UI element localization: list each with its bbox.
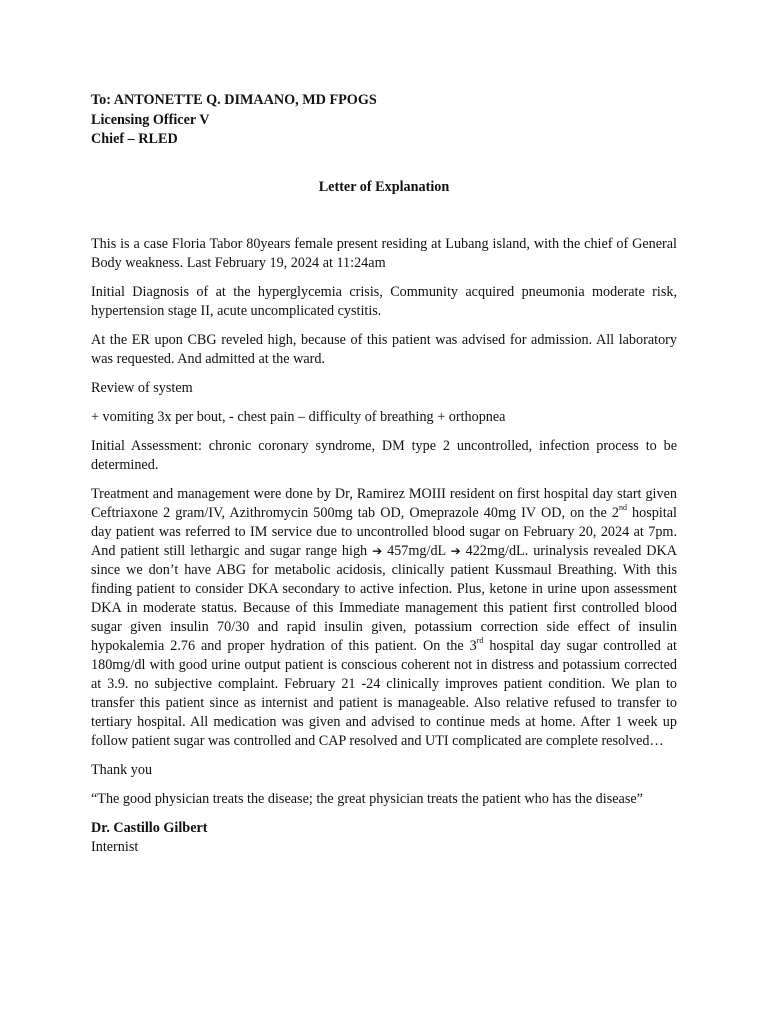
letter-title: Letter of Explanation — [318, 178, 450, 195]
letter-content — [91, 91, 677, 857]
ordinal-superscript: nd — [618, 502, 627, 512]
recipient-block — [91, 91, 677, 150]
signer-title: Internist — [91, 838, 139, 855]
diagnosis-paragraph: Initial Diagnosis of at the hyperglycemia crisis, Community acquired pneumonia moderate risk, hypertension stage II, acute uncomplicated cystitis. — [91, 283, 677, 319]
recipient-position: Licensing Officer V — [91, 111, 210, 128]
review-findings: + vomiting 3x per bout, - chest pain – difficulty of breathing + orthopnea — [91, 408, 506, 425]
treatment-text-3: 457mg/dL — [382, 542, 451, 559]
treatment-text-4: 422mg/dL. urinalysis revealed DKA since we don’t have ABG for metabolic acidosis, clinically patient Kussmaul Breathing. With this finding patient to consider DKA secondary to active infection. Plus, ketone in urine upon assessment DKA in moderate status. Because of this Immediate management this patient first controlled blood sugar given insulin 70/30 and rapid insulin given, potassium correction side effect of insulin hypokalemia 2.76 and proper hydration of this patient. On the 3 — [91, 542, 677, 654]
er-paragraph: At the ER upon CBG reveled high, because of this patient was advised for admission. All laboratory was requested. And admitted at the ward. — [91, 331, 677, 367]
case-paragraph: This is a case Floria Tabor 80years female present residing at Lubang island, with the chief of General Body weakness. Last February 19, 2024 at 11:24am — [91, 235, 677, 271]
ordinal-superscript: rd — [476, 635, 484, 645]
treatment-text-5: hospital day sugar controlled at 180mg/dl with good urine output patient is conscious coherent not in distress and potassium corrected at 3.9. no subjective complaint. February 21 -24 clinically improves patient condition. We plan to transfer this patient since as internist and patient is manageable. Also relative refused to transfer to tertiary hospital. All medication was given and advised to continue meds at home. After 1 week up follow patient sugar was controlled and CAP resolved and UTI complicated are complete resolved… — [91, 637, 678, 749]
recipient-office: Chief – RLED — [91, 131, 178, 147]
thanks-line: Thank you — [91, 761, 153, 778]
signer-name: Dr. Castillo Gilbert — [91, 819, 208, 836]
assessment-paragraph: Initial Assessment: chronic coronary syndrome, DM type 2 uncontrolled, infection process to be determined. — [91, 437, 677, 473]
arrow-right-icon: ➔ — [372, 543, 383, 558]
treatment-text-1: Treatment and management were done by Dr, Ramirez MOIII resident on first hospital day start given Ceftriaxone 2 gram/IV, Azithromycin 500mg tab OD, Omeprazole 40mg IV OD, on the 2 — [91, 485, 677, 521]
treatment-text-2: hospital day patient was referred to IM service due to uncontrolled blood sugar on February 20, 2024 at 7pm. And patient still lethargic and sugar range high — [91, 504, 677, 559]
recipient-name: To: ANTONETTE Q. DIMAANO, MD FPOGS — [91, 92, 377, 108]
review-heading: Review of system — [91, 379, 193, 396]
signature-block — [91, 819, 677, 857]
treatment-paragraph — [91, 485, 677, 751]
closing-quote: “The good physician treats the disease; the great physician treats the patient who has the disease” — [91, 790, 643, 807]
arrow-right-icon: ➔ — [450, 543, 461, 558]
